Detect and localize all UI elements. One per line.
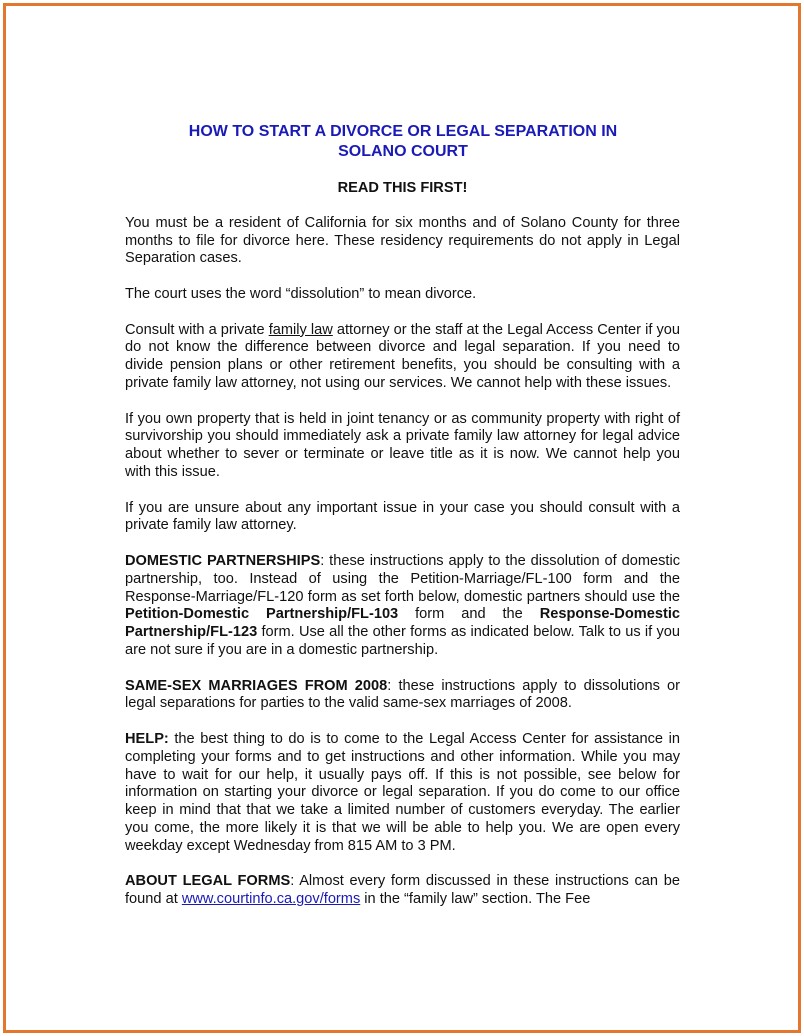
document-page bbox=[125, 122, 680, 909]
legal-forms-text-2: in the “family law” section. The Fee bbox=[360, 891, 591, 908]
help-heading: HELP: bbox=[125, 730, 169, 747]
same-sex-marriages-heading: SAME-SEX MARRIAGES FROM 2008 bbox=[125, 677, 388, 694]
read-this-first-heading: READ THIS FIRST! bbox=[337, 180, 468, 196]
title-line-1: HOW TO START A DIVORCE OR LEGAL SEPARATION IN bbox=[188, 123, 618, 140]
unsure-paragraph: If you are unsure about any important issue in your case you should consult with a private family law attorney. bbox=[125, 499, 680, 534]
legal-forms-paragraph bbox=[125, 873, 680, 909]
domestic-partnerships-paragraph bbox=[125, 553, 680, 660]
domestic-text-2: form and the bbox=[398, 606, 540, 623]
legal-forms-text-1: : Almost every form discussed in these instructions can be found at bbox=[125, 873, 680, 908]
domestic-partnerships-heading: DOMESTIC PARTNERSHIPS bbox=[125, 552, 321, 569]
residency-paragraph: You must be a resident of California for six months and of Solano County for three months to file for divorce here. These residency requirements do not apply in Legal Separation cases. bbox=[125, 214, 680, 267]
same-sex-text: : these instructions apply to dissolutions or legal separations for parties to the valid same-sex marriages of 2008. bbox=[125, 677, 680, 712]
response-domestic-partnership-form: Response-Domestic Partnership/FL-123 bbox=[125, 606, 681, 641]
domestic-text-1: : these instructions apply to the dissolution of domestic partnership, too. Instead of using the Petition-Marriage/FL-100 form and the Response-Marriage/FL-120 form as set forth below, domestic partners should use the bbox=[125, 552, 680, 605]
title-line-2: SOLANO COURT bbox=[338, 143, 468, 160]
help-text: the best thing to do is to come to the Legal Access Center for assistance in completing your forms and to get instructions and other information. While you may have to wait for our help, it usually pays off. If this is not possible, see below for information on starting your divorce or legal separation. If you do come to our office keep in mind that that we take a limited number of customers everyday. The earlier you come, the more likely it is that we will be able to help you. We are open every weekday except Wednesday from 815 AM to 3 PM. bbox=[125, 730, 680, 854]
legal-forms-heading: ABOUT LEGAL FORMS bbox=[125, 873, 291, 890]
consult-paragraph bbox=[125, 322, 680, 393]
property-paragraph: If you own property that is held in joint tenancy or as community property with right of survivorship you should immediately ask a private family law attorney for legal advice about whether to sever or terminate or leave title as it is now. We cannot help you with this issue. bbox=[125, 410, 680, 480]
family-law-underlined: family law bbox=[268, 321, 333, 338]
same-sex-marriages-paragraph bbox=[125, 678, 680, 714]
consult-text-post: attorney or the staff at the Legal Access Center if you do not know the difference between divorce and legal separation. If you need to divide pension plans or other retirement benefits, you should be consulting with a private family law attorney, not using our services. We cannot help with these issues. bbox=[125, 321, 681, 391]
domestic-text-3: form. Use all the other forms as indicated below. Talk to us if you are not sure if you are in a domestic partnership. bbox=[125, 624, 680, 658]
dissolution-paragraph: The court uses the word “dissolution” to mean divorce. bbox=[125, 285, 477, 302]
help-paragraph bbox=[125, 731, 680, 856]
consult-text-pre: Consult with a private bbox=[125, 321, 269, 338]
courtinfo-forms-link[interactable]: www.courtinfo.ca.gov/forms bbox=[181, 891, 361, 908]
petition-domestic-partnership-form: Petition-Domestic Partnership/FL-103 bbox=[125, 606, 399, 623]
document-title bbox=[111, 122, 695, 162]
